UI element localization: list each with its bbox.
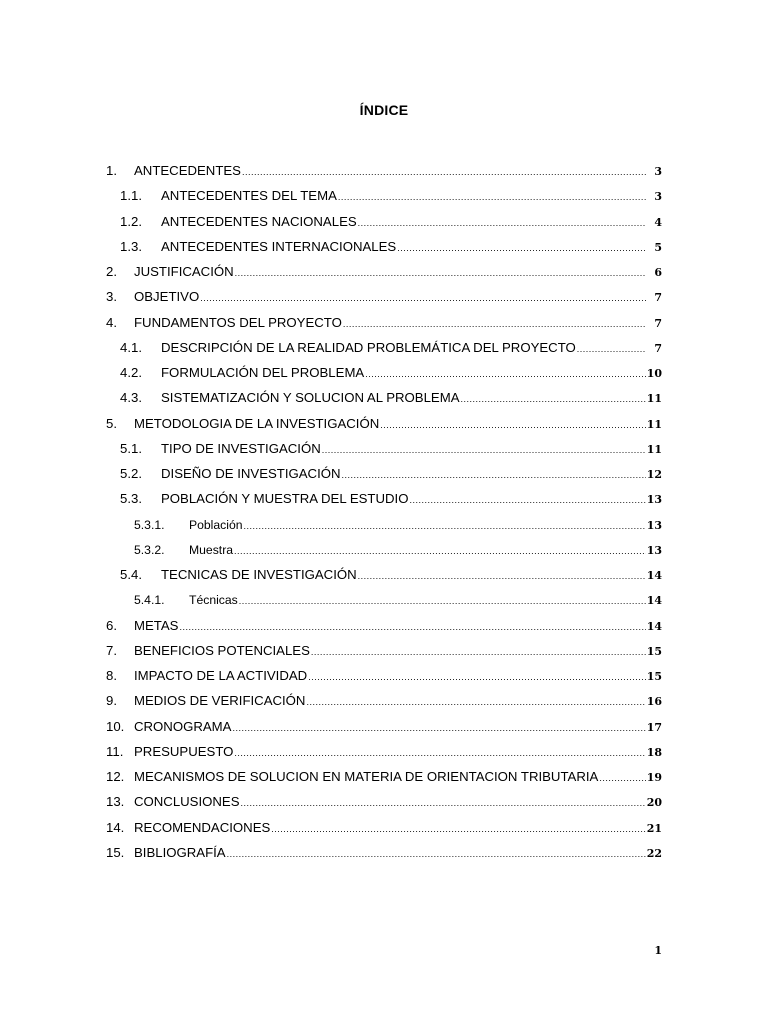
toc-entry[interactable] [0, 262, 768, 287]
document-title: ÍNDICE [359, 102, 409, 118]
dot-leader [308, 667, 646, 687]
toc-entry[interactable] [0, 414, 768, 439]
toc-entry-line [189, 590, 662, 611]
toc-entry-line [134, 414, 662, 435]
toc-entry-label: TECNICAS DE INVESTIGACIÓN [161, 567, 357, 582]
toc-entry-line [161, 565, 662, 586]
toc-entry[interactable] [0, 540, 768, 565]
toc-entry-page: 7 [654, 291, 662, 305]
toc-entry-page: 7 [654, 316, 662, 330]
dot-leader [242, 162, 646, 182]
toc-entry[interactable] [0, 161, 768, 186]
toc-entry-number: 11. [106, 743, 124, 759]
toc-entry-page: 17 [646, 720, 662, 734]
dot-leader [241, 793, 646, 813]
dot-leader [179, 617, 645, 637]
toc-entry-line [189, 515, 662, 536]
toc-entry[interactable] [0, 742, 768, 767]
toc-entry-number: 13. [106, 794, 125, 810]
toc-entry-line [134, 666, 662, 687]
toc-entry-page: 21 [646, 821, 662, 835]
dot-leader [358, 213, 646, 233]
toc-entry-page: 15 [646, 670, 662, 683]
toc-entry-page: 11 [646, 442, 662, 456]
toc-entry-number: 14. [106, 819, 125, 835]
toc-entry-page: 20 [646, 796, 662, 810]
toc-entry-label: RECOMENDACIONES [134, 819, 271, 835]
toc-entry-number: 8. [106, 668, 117, 683]
toc-entry-page: 3 [654, 190, 662, 204]
toc-entry-page: 4 [654, 215, 662, 229]
toc-entry-page: 22 [646, 846, 662, 860]
toc-entry-page: 11 [646, 392, 662, 406]
toc-entry-label: Técnicas [189, 593, 238, 608]
toc-entry-number: 4.1. [120, 339, 142, 355]
toc-entry-label: JUSTIFICACIÓN [134, 264, 234, 279]
toc-entry[interactable] [0, 338, 768, 363]
toc-entry-number: 1. [106, 163, 117, 178]
toc-entry-label: CRONOGRAMA [134, 718, 232, 734]
toc-entry-page: 13 [646, 543, 662, 557]
toc-entry-number: 5.3.2. [134, 542, 165, 557]
toc-entry[interactable] [0, 388, 768, 413]
toc-entry-page: 14 [646, 619, 662, 633]
toc-entry-label: OBJETIVO [134, 289, 200, 305]
toc-entry-line [134, 161, 662, 182]
toc-entry-page: 14 [646, 569, 662, 582]
dot-leader [397, 238, 646, 258]
toc-entry-page: 3 [654, 165, 662, 178]
toc-entry-number: 12. [106, 769, 125, 784]
toc-entry-label: IMPACTO DE LA ACTIVIDAD [134, 668, 308, 683]
toc-entry-page: 14 [646, 594, 662, 608]
dot-leader [599, 768, 645, 788]
toc-entry[interactable] [0, 186, 768, 211]
toc-entry-number: 5.3.1. [134, 517, 165, 532]
toc-entry-label: BENEFICIOS POTENCIALES [134, 642, 310, 658]
toc-entry-line [134, 287, 662, 308]
dot-leader [271, 819, 645, 839]
toc-entry-number: 5.4.1. [134, 593, 165, 608]
toc-entry-label: TIPO DE INVESTIGACIÓN [161, 440, 321, 456]
dot-leader [338, 187, 646, 207]
toc-entry-line [134, 717, 662, 738]
toc-entry-page: 16 [646, 695, 662, 709]
toc-entry-line [161, 489, 662, 510]
toc-entry-label: BIBLIOGRAFÍA [134, 844, 226, 860]
toc-entry-page: 11 [646, 417, 662, 431]
toc-entry-number: 2. [106, 264, 117, 279]
toc-entry-page: 7 [654, 341, 662, 355]
toc-entry-line [161, 363, 662, 384]
toc-entry-line [161, 186, 662, 207]
toc-entry[interactable] [0, 691, 768, 716]
toc-entry-label: METODOLOGIA DE LA INVESTIGACIÓN [134, 415, 380, 431]
dot-leader [577, 339, 646, 359]
toc-entry-number: 1.1. [120, 188, 142, 204]
toc-entry-page: 15 [646, 644, 662, 658]
table-of-contents [0, 161, 768, 868]
dot-leader [409, 490, 645, 510]
toc-entry-label: METAS [134, 617, 179, 633]
toc-entry-line [134, 818, 662, 839]
toc-entry-line [134, 742, 662, 763]
toc-entry-label: PRESUPUESTO [134, 743, 234, 759]
dot-leader [234, 541, 646, 561]
dot-leader [306, 692, 645, 712]
toc-entry-line [161, 464, 662, 485]
toc-entry-line [161, 388, 662, 409]
dot-leader [358, 566, 646, 586]
toc-entry[interactable] [0, 439, 768, 464]
toc-entry-line [134, 313, 662, 334]
toc-entry-line [134, 767, 662, 788]
toc-entry-line [134, 641, 662, 662]
toc-entry-number: 1.3. [120, 238, 142, 254]
toc-entry-number: 5.3. [120, 491, 142, 507]
toc-entry-page: 19 [646, 771, 662, 784]
toc-entry[interactable] [0, 464, 768, 489]
toc-entry-number: 5.1. [120, 440, 142, 456]
toc-entry-label: FUNDAMENTOS DEL PROYECTO [134, 314, 342, 330]
toc-entry-number: 5. [106, 415, 117, 431]
toc-entry-page: 18 [646, 745, 662, 759]
toc-entry-number: 7. [106, 642, 117, 658]
dot-leader [311, 642, 646, 662]
toc-entry[interactable] [0, 616, 768, 641]
toc-entry[interactable] [0, 565, 768, 590]
toc-entry-line [134, 691, 662, 712]
toc-entry-label: ANTECEDENTES [134, 163, 241, 178]
toc-entry-number: 15. [106, 844, 125, 860]
dot-leader [342, 465, 646, 485]
toc-entry-number: 3. [106, 289, 117, 305]
dot-leader [244, 516, 646, 536]
toc-entry-number: 5.4. [120, 567, 142, 582]
dot-leader [227, 844, 646, 864]
toc-entry[interactable] [0, 287, 768, 312]
toc-entry-label: MECANISMOS DE SOLUCION EN MATERIA DE ORIENTACION TRIBUTARIA [134, 769, 599, 784]
toc-entry[interactable] [0, 489, 768, 514]
toc-entry-number: 10. [106, 718, 125, 734]
page-number: 1 [654, 944, 662, 957]
toc-entry-number: 5.2. [120, 466, 142, 481]
toc-entry[interactable] [0, 792, 768, 817]
toc-entry-label: ANTECEDENTES NACIONALES [161, 213, 357, 229]
toc-entry[interactable] [0, 515, 768, 540]
toc-entry-page: 12 [646, 468, 662, 481]
dot-leader [380, 415, 645, 435]
toc-entry-line [134, 843, 662, 864]
toc-entry[interactable] [0, 818, 768, 843]
toc-entry-number: 1.2. [120, 213, 142, 229]
toc-entry-number: 4.3. [120, 390, 142, 406]
toc-entry-number: 9. [106, 693, 117, 709]
toc-entry[interactable] [0, 363, 768, 388]
dot-leader [234, 743, 645, 763]
dot-leader [343, 314, 646, 334]
toc-entry-page: 13 [646, 493, 662, 507]
toc-entry-line [134, 262, 662, 283]
toc-entry-line [134, 616, 662, 637]
toc-entry[interactable] [0, 212, 768, 237]
dot-leader [461, 389, 646, 409]
toc-entry[interactable] [0, 717, 768, 742]
toc-entry-page: 13 [646, 518, 662, 532]
dot-leader [322, 440, 646, 460]
toc-entry[interactable] [0, 843, 768, 868]
toc-entry-label: FORMULACIÓN DEL PROBLEMA [161, 365, 365, 380]
dot-leader [235, 263, 646, 283]
toc-entry-label: DISEÑO DE INVESTIGACIÓN [161, 466, 341, 481]
toc-entry-line [161, 212, 662, 233]
toc-entry-label: Muestra [189, 542, 234, 557]
toc-entry-label: DESCRIPCIÓN DE LA REALIDAD PROBLEMÁTICA DEL PROYECTO [161, 339, 576, 355]
toc-entry-page: 6 [654, 266, 662, 279]
toc-entry-page: 5 [654, 240, 662, 254]
toc-entry[interactable] [0, 641, 768, 666]
toc-entry[interactable] [0, 767, 768, 792]
toc-entry-line [161, 237, 662, 258]
toc-entry-line [134, 792, 662, 813]
toc-entry-label: POBLACIÓN Y MUESTRA DEL ESTUDIO [161, 491, 409, 507]
dot-leader [365, 364, 645, 384]
toc-entry-label: CONCLUSIONES [134, 794, 240, 810]
toc-entry[interactable] [0, 666, 768, 691]
toc-entry-label: Población [189, 517, 243, 532]
toc-entry-number: 4.2. [120, 365, 142, 380]
toc-entry-label: SISTEMATIZACIÓN Y SOLUCION AL PROBLEMA [161, 390, 460, 406]
dot-leader [239, 591, 646, 611]
dot-leader [200, 288, 646, 308]
toc-entry[interactable] [0, 313, 768, 338]
toc-entry-number: 4. [106, 314, 117, 330]
toc-entry-line [161, 439, 662, 460]
toc-entry-label: MEDIOS DE VERIFICACIÓN [134, 693, 306, 709]
toc-entry-label: ANTECEDENTES DEL TEMA [161, 188, 337, 204]
toc-entry[interactable] [0, 590, 768, 615]
dot-leader [232, 718, 645, 738]
toc-entry-page: 10 [646, 367, 662, 380]
toc-entry-number: 6. [106, 617, 117, 633]
toc-entry-label: ANTECEDENTES INTERNACIONALES [161, 238, 397, 254]
toc-entry[interactable] [0, 237, 768, 262]
toc-entry-line [189, 540, 662, 561]
toc-entry-line [161, 338, 662, 359]
